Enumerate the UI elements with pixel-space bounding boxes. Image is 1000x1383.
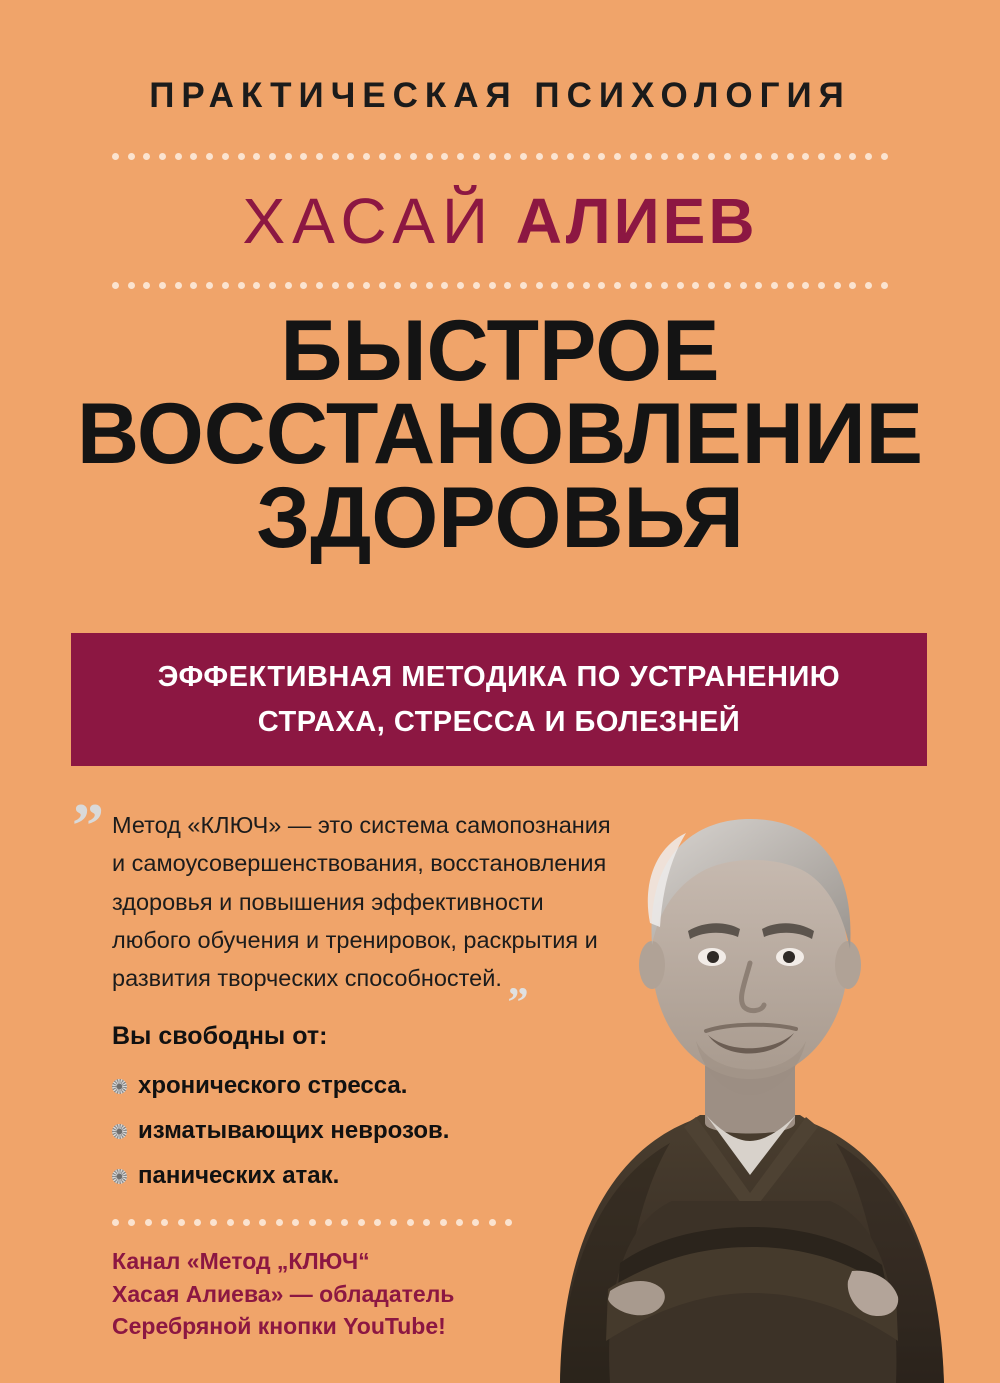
title-line-2: ВОССТАНОВЛЕНИЕ xyxy=(76,386,924,483)
list-item xyxy=(112,1117,572,1145)
list-item xyxy=(112,1162,572,1190)
book-title xyxy=(0,303,1000,566)
free-from-heading: Вы свободны от: xyxy=(112,1022,328,1050)
author-first-name: ХАСАЙ xyxy=(242,185,495,257)
dotted-divider-top xyxy=(112,152,888,160)
bullet-icon xyxy=(112,1124,127,1139)
free-from-list xyxy=(112,1072,572,1207)
bullet-icon xyxy=(112,1079,127,1094)
list-item-label: панических атак. xyxy=(138,1162,340,1189)
bullet-icon xyxy=(112,1169,127,1184)
quote-open-icon: ” xyxy=(72,790,104,861)
quote-text: ” Метод «КЛЮЧ» — это система самопознания и самоусовершенствования, восстановления здоровья и повышения эффективности любого обучения и тренировок, раскрытия и развития творческих способностей. „ xyxy=(72,790,611,1005)
youtube-note-line-2: Хасая Алиева» — обладатель xyxy=(112,1280,455,1307)
youtube-note-line-3: Серебряной кнопки YouTube! xyxy=(112,1313,446,1340)
youtube-note xyxy=(112,1245,532,1343)
dotted-divider-bottom xyxy=(112,1218,512,1226)
dotted-divider-author xyxy=(112,281,888,289)
subtitle-line-2: СТРАХА, СТРЕССА И БОЛЕЗНЕЙ xyxy=(257,705,741,738)
title-line-1: БЫСТРОЕ xyxy=(280,303,720,399)
quote-body: Метод «КЛЮЧ» — это система самопознания и самоусовершенствования, восстановления здоровья и повышения эффективности любого обучения и тренировок, раскрытия и развития творческих способностей. xyxy=(112,812,611,992)
list-item xyxy=(112,1072,572,1100)
author-name xyxy=(0,184,1000,258)
subtitle-line-1: ЭФФЕКТИВНАЯ МЕТОДИКА ПО УСТРАНЕНИЮ xyxy=(157,660,841,693)
title-line-3: ЗДОРОВЬЯ xyxy=(256,469,744,566)
list-item-label: изматывающих неврозов. xyxy=(138,1117,450,1144)
youtube-note-line-1: Канал «Метод „КЛЮЧ“ xyxy=(112,1248,370,1274)
author-last-name: АЛИЕВ xyxy=(515,185,758,257)
list-item-label: хронического стресса. xyxy=(138,1072,408,1099)
series-label: ПРАКТИЧЕСКАЯ ПСИХОЛОГИЯ xyxy=(149,76,851,115)
